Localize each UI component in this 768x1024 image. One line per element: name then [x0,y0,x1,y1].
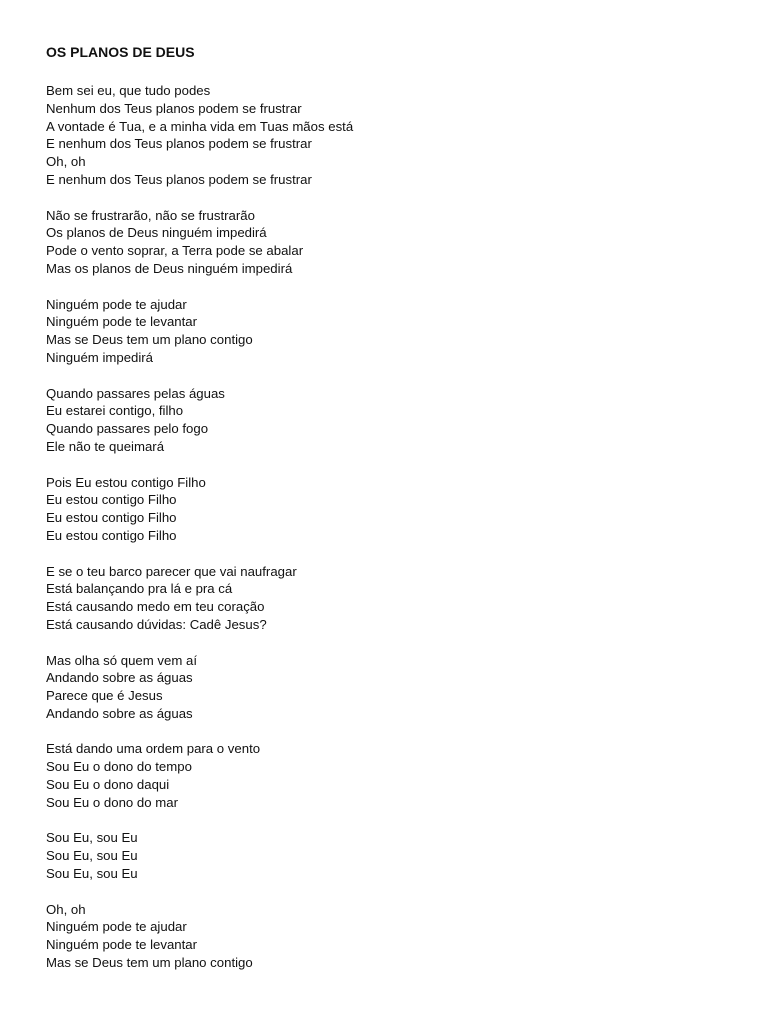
lyric-line: Ninguém impedirá [46,349,154,365]
lyric-line: Eu estou contigo Filho [46,492,177,508]
lyric-line: Sou Eu o dono do mar [46,794,178,810]
lyric-line: Parece que é Jesus [46,688,163,704]
lyric-line: Quando passares pelas águas [46,385,225,401]
lyric-line: Eu estarei contigo, filho [46,403,184,419]
lyric-line: Sou Eu o dono do tempo [46,759,192,775]
document-title: OS PLANOS DE DEUS [46,44,195,60]
lyric-line: Eu estou contigo Filho [46,527,177,543]
lyric-line: Está causando dúvidas: Cadê Jesus? [46,616,267,632]
lyric-line: Está balançando pra lá e pra cá [46,581,233,597]
lyric-line: Andando sobre as águas [46,705,193,721]
lyric-line: Está causando medo em teu coração [46,599,265,615]
lyric-line: Eu estou contigo Filho [46,510,177,526]
lyric-line: Os planos de Deus ninguém impedirá [46,225,267,241]
lyric-line: Oh, oh [46,154,86,170]
stanza [46,901,726,972]
stanza [46,474,726,545]
lyric-line: Não se frustrarão, não se frustrarão [46,207,255,223]
lyric-line: Mas se Deus tem um plano contigo [46,955,253,971]
lyric-line: Está dando uma ordem para o vento [46,741,261,757]
lyric-line: Sou Eu, sou Eu [46,866,138,882]
lyric-line: E se o teu barco parecer que vai naufragar [46,563,297,579]
lyric-line: Ninguém pode te ajudar [46,919,187,935]
stanza [46,563,726,634]
lyric-line: Ninguém pode te ajudar [46,296,187,312]
lyric-line: Oh, oh [46,901,86,917]
lyric-line: A vontade é Tua, e a minha vida em Tuas mãos está [46,118,354,134]
lyric-line: Ninguém pode te levantar [46,937,198,953]
lyric-line: Nenhum dos Teus planos podem se frustrar [46,100,302,116]
stanza [46,207,726,278]
lyric-line: Ninguém pode te levantar [46,314,198,330]
lyric-line: Sou Eu, sou Eu [46,830,138,846]
lyric-line: Mas se Deus tem um plano contigo [46,332,253,348]
stanza [46,652,726,723]
lyrics-body [46,82,726,972]
lyric-line: Sou Eu, sou Eu [46,848,138,864]
stanza [46,296,726,367]
lyric-line: E nenhum dos Teus planos podem se frustrar [46,136,312,152]
lyric-line: Quando passares pelo fogo [46,421,209,437]
lyric-line: Pode o vento soprar, a Terra pode se abalar [46,243,304,259]
lyric-line: Ele não te queimará [46,438,165,454]
document-page [46,43,726,990]
lyric-line: Andando sobre as águas [46,670,193,686]
stanza [46,740,726,811]
stanza [46,82,726,189]
lyric-line: Bem sei eu, que tudo podes [46,83,211,98]
lyric-line: E nenhum dos Teus planos podem se frustrar [46,171,312,187]
stanza [46,829,726,882]
lyric-line: Mas olha só quem vem aí [46,652,197,668]
lyric-line: Sou Eu o dono daqui [46,777,170,793]
lyric-line: Pois Eu estou contigo Filho [46,474,206,490]
stanza [46,385,726,456]
lyric-line: Mas os planos de Deus ninguém impedirá [46,260,293,276]
